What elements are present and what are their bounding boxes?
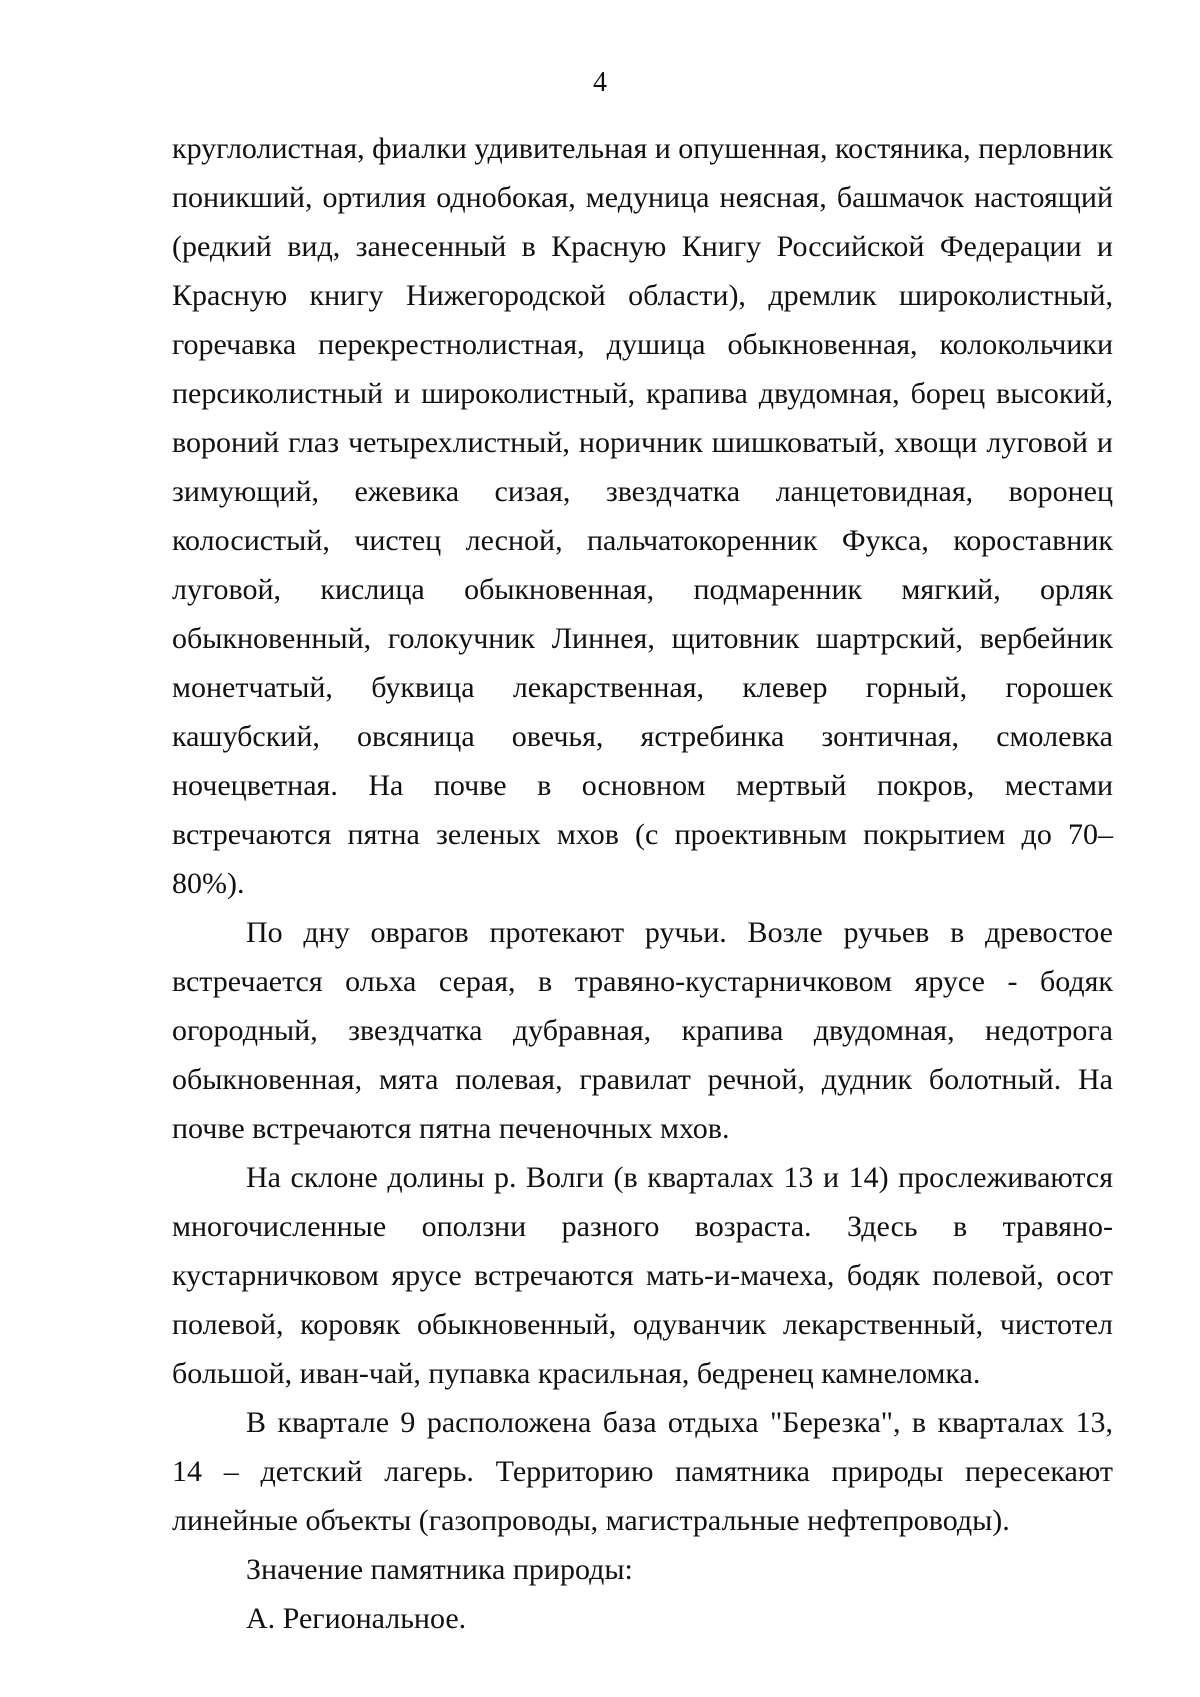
- paragraph-significance-heading: Значение памятника природы:: [246, 1553, 633, 1586]
- paragraph-volga-slope: На склоне долины р. Волги (в кварталах 13 и 14) прослеживаются многочисленные оползни разного возраста. Здесь в травяно-кустарничковом ярусе встречаются мать-и-мачеха, бодяк полевой, осот полевой, коровяк обыкновенный, одуванчик лекарственный, чистотел большой, иван-чай, пупавка красильная, бедренец камнеломка.: [172, 1161, 1113, 1390]
- paragraph-plant-list: круглолистная, фиалки удивительная и опушенная, костяника, перловник поникший, ортилия однобокая, медуница неясная, башмачок настоящий (редкий вид, занесенный в Красную Книгу Российской Федерации и Красную книгу Нижегородской области), дремлик широколистный, горечавка перекрестнолистная, душица обыкновенная, колокольчики персиколистный и широколистный, крапива двудомная, борец высокий, вороний глаз четырехлистный, норичник шишковатый, хвощи луговой и зимующий, ежевика сизая, звездчатка ланцетовидная, воронец колосистый, чистец лесной, пальчатокоренник Фукса, короставник луговой, кислица обыкновенная, подмаренник мягкий, орляк обыкновенный, голокучник Линнея, щитовник шартрский, вербейник монетчатый, буквица лекарственная, клевер горный, горошек кашубский, овсяница овечья, ястребинка зонтичная, смолевка ночецветная. На почве в основном мертвый покров, местами встречаются пятна зеленых мхов (с проективным покрытием до 70–80%).: [172, 132, 1113, 900]
- page-number: 4: [593, 67, 607, 98]
- paragraph-infrastructure: В квартале 9 расположена база отдыха "Березка", в кварталах 13, 14 – детский лагерь. Территорию памятника природы пересекают линейные объекты (газопроводы, магистральные нефтепроводы).: [172, 1406, 1113, 1537]
- document-body: [172, 124, 1113, 1643]
- paragraph-ravine-streams: По дну оврагов протекают ручьи. Возле ручьев в древостое встречается ольха серая, в травяно-кустарничковом ярусе - бодяк огородный, звездчатка дубравная, крапива двудомная, недотрога обыкновенная, мята полевая, гравилат речной, дудник болотный. На почве встречаются пятна печеночных мхов.: [172, 916, 1113, 1145]
- paragraph-significance-value: А. Региональное.: [246, 1602, 467, 1635]
